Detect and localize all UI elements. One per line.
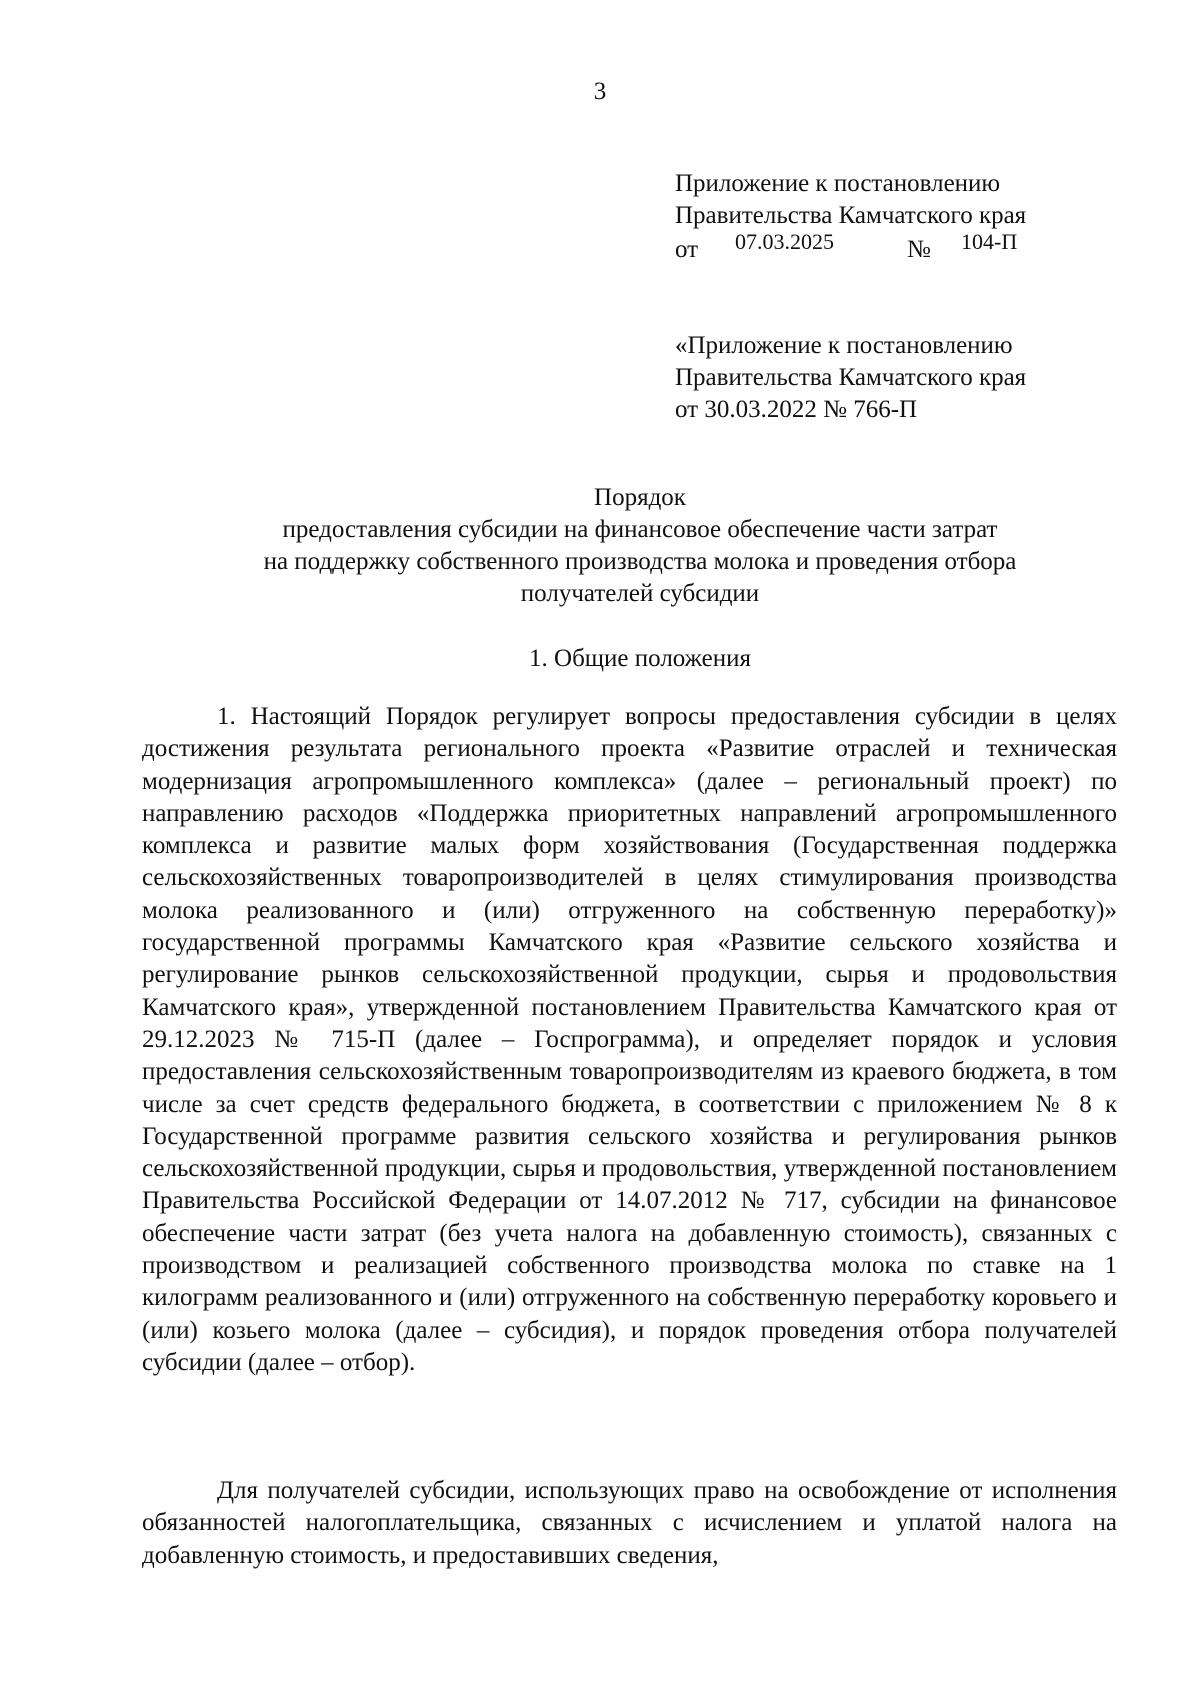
section-title: 1. Общие положения bbox=[529, 645, 751, 672]
document-number: 104-П bbox=[961, 229, 1018, 254]
page-number: 3 bbox=[593, 78, 607, 105]
title-line2: предоставления субсидии на финансовое обеспечение части затрат bbox=[282, 516, 998, 543]
appendix-current-date-line bbox=[675, 229, 1026, 266]
title-line4: получателей субсидии bbox=[520, 580, 760, 607]
appendix-current bbox=[675, 168, 1026, 266]
number-sign: № bbox=[907, 236, 931, 263]
appendix-original-line3: от 30.03.2022 № 766-П bbox=[675, 396, 918, 423]
appendix-original-line2: Правительства Камчатского края bbox=[675, 364, 1027, 391]
paragraph-2: Для получателей субсидии, использующих право на освобождение от исполнения обязанностей налогоплательщика, связанных с исчислением и уплатой налога на добавленную стоимость, и предоставивших сведения, bbox=[142, 1477, 1117, 1569]
paragraph-1: 1. Настоящий Порядок регулирует вопросы предоставления субсидии в целях достижения результата регионального проекта «Развитие отраслей и техническая модернизация агропромышленного комплекса» (далее – региональный проект) по направлению расходов «Поддержка приоритетных направлений агропромышленного комплекса и развитие малых форм хозяйствования (Государственная поддержка сельскохозяйственных товаропроизводителей в целях стимулирования производства молока реализованного и (или) отгруженного на собственную переработку)» государственной программы Камчатского края «Развитие сельского хозяйства и регулирование рынков сельскохозяйственной продукции, сырья и продовольствия Камчатского края», утвержденной постановлением Правительства Камчатского края от 29.12.2023 № 715-П (далее – Госпрограмма), и определяет порядок и условия предоставления сельскохозяйственным товаропроизводителям из краевого бюджета, в том числе за счет средств федерального бюджета, в соответствии с приложением № 8 к Государственной программе развития сельского хозяйства и регулирования рынков сельскохозяйственной продукции, сырья и продовольствия, утвержденной постановлением Правительства Российской Федерации от 14.07.2012 № 717, субсидии на финансовое обеспечение части затрат (без учета налога на добавленную стоимость), связанных с производством и реализацией собственного производства молока по ставке на 1 килограмм реализованного и (или) отгруженного на собственную переработку коровьего и (или) козьего молока (далее – субсидия), и порядок проведения отбора получателей субсидии (далее – отбор). bbox=[142, 703, 1117, 1376]
date-prefix: от bbox=[675, 236, 699, 263]
title-line3: на поддержку собственного производства молока и проведения отбора bbox=[263, 548, 1017, 575]
appendix-current-line2: Правительства Камчатского края bbox=[675, 202, 1027, 229]
date-value: 07.03.2025 bbox=[735, 229, 834, 254]
appendix-original-line1: «Приложение к постановлению bbox=[675, 332, 1013, 359]
appendix-original bbox=[675, 330, 1026, 426]
title-line1: Порядок bbox=[594, 484, 686, 511]
appendix-current-line1: Приложение к постановлению bbox=[675, 170, 1001, 197]
document-title bbox=[160, 482, 1120, 610]
